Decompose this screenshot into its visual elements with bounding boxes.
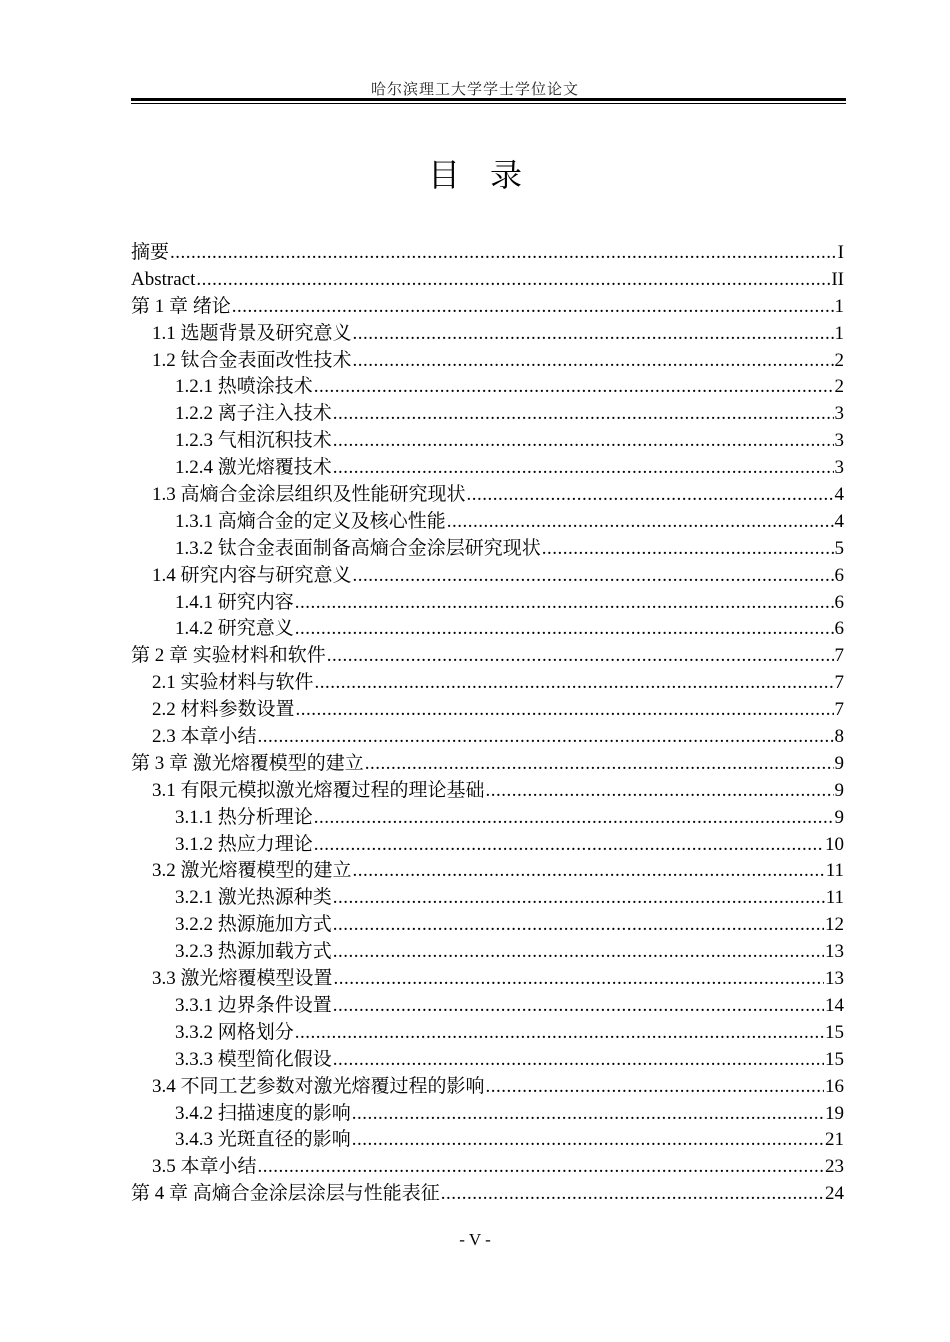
toc-dot-leader xyxy=(447,509,834,536)
toc-entry-page: 7 xyxy=(834,645,844,667)
toc-entry-label: 2.3 本章小结 xyxy=(152,726,257,748)
toc-entry-page: 9 xyxy=(834,806,844,828)
toc-entry-label: 1.3.2 钛合金表面制备高熵合金涂层研究现状 xyxy=(175,537,541,559)
toc-entry[interactable] xyxy=(131,832,844,859)
toc-entry-label: 1.3.1 高熵合金的定义及核心性能 xyxy=(175,510,446,532)
toc-entry-page: 3 xyxy=(834,430,844,452)
toc-entry[interactable] xyxy=(131,509,844,536)
toc-entry-page: 8 xyxy=(834,726,844,748)
toc-entry-page: 7 xyxy=(834,672,844,694)
toc-dot-leader xyxy=(353,858,825,885)
toc-entry-label: 3.3.1 边界条件设置 xyxy=(175,994,332,1016)
toc-entry-label: 第 1 章 绪论 xyxy=(131,295,231,317)
toc-entry-page: 12 xyxy=(825,914,844,936)
toc-entry-page: 7 xyxy=(834,699,844,721)
toc-entry-page: 11 xyxy=(825,860,844,882)
toc-dot-leader xyxy=(314,805,834,832)
toc-entry[interactable] xyxy=(131,1074,844,1101)
toc-entry[interactable] xyxy=(131,697,844,724)
toc-entry-label: 3.1.1 热分析理论 xyxy=(175,806,313,828)
toc-entry-page: 6 xyxy=(834,564,844,586)
toc-entry[interactable] xyxy=(131,374,844,401)
toc-entry-label: 3.3.2 网格划分 xyxy=(175,1021,294,1043)
page-number: - V - xyxy=(459,1230,491,1249)
toc-entry-label: 3.3 激光熔覆模型设置 xyxy=(152,968,333,990)
toc-dot-leader xyxy=(314,832,824,859)
toc-entry-page: 4 xyxy=(834,510,844,532)
toc-entry[interactable] xyxy=(131,455,844,482)
toc-entry[interactable] xyxy=(131,966,844,993)
toc-entry-page: 15 xyxy=(825,1021,844,1043)
toc-entry-page: 11 xyxy=(825,887,844,909)
toc-entry[interactable] xyxy=(131,428,844,455)
header-rule-thin xyxy=(131,103,846,104)
toc-dot-leader xyxy=(333,428,834,455)
toc-entry[interactable] xyxy=(131,724,844,751)
toc-dot-leader xyxy=(334,966,824,993)
toc-entry[interactable] xyxy=(131,616,844,643)
toc-dot-leader xyxy=(314,374,834,401)
toc-entry[interactable] xyxy=(131,401,844,428)
toc-entry-page: 13 xyxy=(825,941,844,963)
toc-entry-label: 1.4 研究内容与研究意义 xyxy=(152,564,352,586)
toc-entry-page: 2 xyxy=(834,376,844,398)
toc-entry-label: 第 2 章 实验材料和软件 xyxy=(131,645,326,667)
toc-entry-page: I xyxy=(837,242,844,263)
toc-dot-leader xyxy=(295,1020,824,1047)
toc-dot-leader xyxy=(352,1101,824,1128)
toc-entry-label: 1.2 钛合金表面改性技术 xyxy=(152,349,352,371)
toc-entry[interactable] xyxy=(131,858,844,885)
toc-entry-page: 1 xyxy=(834,295,844,317)
toc-entry-label: 1.2.3 气相沉积技术 xyxy=(175,430,332,452)
toc-entry[interactable] xyxy=(131,751,844,778)
toc-entry[interactable] xyxy=(131,240,844,267)
toc-entry[interactable] xyxy=(131,294,844,321)
toc-entry[interactable] xyxy=(131,643,844,670)
toc-entry-page: 14 xyxy=(825,994,844,1016)
toc-entry[interactable] xyxy=(131,912,844,939)
toc-entry-label: 1.3 高熵合金涂层组织及性能研究现状 xyxy=(152,484,466,506)
toc-dot-leader xyxy=(486,1074,824,1101)
toc-dot-leader xyxy=(333,1047,824,1074)
toc-dot-leader xyxy=(467,482,834,509)
toc-entry-label: 第 4 章 高熵合金涂层涂层与性能表征 xyxy=(131,1183,440,1205)
toc-entry-label: 1.4.1 研究内容 xyxy=(175,591,294,613)
toc-entry-label: 3.2.2 热源施加方式 xyxy=(175,914,332,936)
toc-dot-leader xyxy=(542,536,834,563)
toc-entry-label: 3.4.2 扫描速度的影响 xyxy=(175,1102,351,1124)
toc-entry[interactable] xyxy=(131,1101,844,1128)
toc-entry-label: 3.1.2 热应力理论 xyxy=(175,833,313,855)
toc-entry-label: 3.3.3 模型简化假设 xyxy=(175,1048,332,1070)
toc-dot-leader xyxy=(333,993,824,1020)
toc-entry[interactable] xyxy=(131,885,844,912)
toc-entry-page: 19 xyxy=(825,1102,844,1124)
toc-entry-page: 21 xyxy=(825,1129,844,1151)
toc-dot-leader xyxy=(315,670,834,697)
toc-dot-leader xyxy=(258,1154,824,1181)
toc-entry-page: 2 xyxy=(834,349,844,371)
toc-dot-leader xyxy=(352,1127,824,1154)
toc-entry-label: 3.2 激光熔覆模型的建立 xyxy=(152,860,352,882)
toc-entry-page: 23 xyxy=(825,1156,844,1178)
toc-entry[interactable] xyxy=(131,939,844,966)
toc-dot-leader xyxy=(295,590,834,617)
toc-entry[interactable] xyxy=(131,348,844,375)
toc-entry-page: 24 xyxy=(825,1183,844,1205)
toc-dot-leader xyxy=(353,563,834,590)
toc-dot-leader xyxy=(232,294,834,321)
toc-entry[interactable] xyxy=(131,482,844,509)
toc-entry-label: 1.2.4 激光熔覆技术 xyxy=(175,457,332,479)
toc-entry-label: 2.1 实验材料与软件 xyxy=(152,672,314,694)
toc-entry[interactable] xyxy=(131,670,844,697)
toc-dot-leader xyxy=(486,778,834,805)
toc-entry-label: 第 3 章 激光熔覆模型的建立 xyxy=(131,752,364,774)
toc-entry-label: 1.4.2 研究意义 xyxy=(175,618,294,640)
toc-entry-page: 15 xyxy=(825,1048,844,1070)
toc-entry[interactable] xyxy=(131,536,844,563)
toc-entry-page: 9 xyxy=(834,779,844,801)
toc-entry-label: 1.2.2 离子注入技术 xyxy=(175,403,332,425)
toc-entry-page: 9 xyxy=(834,752,844,774)
table-of-contents xyxy=(131,240,844,1208)
toc-dot-leader xyxy=(333,939,824,966)
toc-dot-leader xyxy=(333,912,824,939)
toc-entry-label: 3.2.1 激光热源种类 xyxy=(175,887,332,909)
toc-entry-label: Abstract xyxy=(131,268,196,290)
toc-entry-label: 3.2.3 热源加载方式 xyxy=(175,941,332,963)
toc-entry-label: 3.5 本章小结 xyxy=(152,1156,257,1178)
toc-entry-page: 6 xyxy=(834,591,844,613)
toc-title: 目录 xyxy=(427,156,552,194)
toc-dot-leader xyxy=(258,724,834,751)
toc-entry-label: 摘要 xyxy=(131,242,170,263)
toc-dot-leader xyxy=(333,885,825,912)
toc-dot-leader xyxy=(327,643,834,670)
header-rule-thick xyxy=(131,98,846,101)
toc-entry[interactable] xyxy=(131,1020,844,1047)
toc-dot-leader xyxy=(170,240,837,267)
toc-entry-page: 1 xyxy=(834,322,844,344)
toc-entry[interactable] xyxy=(131,563,844,590)
running-header: 哈尔滨理工大学学士学位论文 xyxy=(370,82,579,98)
toc-entry-label: 1.1 选题背景及研究意义 xyxy=(152,322,352,344)
toc-dot-leader xyxy=(353,321,834,348)
toc-entry-label: 3.1 有限元模拟激光熔覆过程的理论基础 xyxy=(152,779,485,801)
toc-dot-leader xyxy=(353,348,834,375)
toc-dot-leader xyxy=(196,267,830,294)
toc-entry-page: 16 xyxy=(825,1075,844,1097)
toc-dot-leader xyxy=(295,616,834,643)
toc-entry[interactable] xyxy=(131,993,844,1020)
toc-entry[interactable] xyxy=(131,1127,844,1154)
toc-entry-label: 1.2.1 热喷涂技术 xyxy=(175,376,313,398)
toc-entry[interactable] xyxy=(131,321,844,348)
toc-entry[interactable] xyxy=(131,1154,844,1181)
toc-entry[interactable] xyxy=(131,778,844,805)
toc-entry[interactable] xyxy=(131,590,844,617)
toc-entry[interactable] xyxy=(131,1181,844,1208)
toc-entry-page: 5 xyxy=(834,537,844,559)
toc-entry-label: 3.4 不同工艺参数对激光熔覆过程的影响 xyxy=(152,1075,485,1097)
toc-entry[interactable] xyxy=(131,1047,844,1074)
toc-entry-page: 10 xyxy=(825,833,844,855)
toc-entry-page: 3 xyxy=(834,403,844,425)
toc-entry[interactable] xyxy=(131,805,844,832)
toc-entry-label: 3.4.3 光斑直径的影响 xyxy=(175,1129,351,1151)
toc-entry-page: 3 xyxy=(834,457,844,479)
toc-entry[interactable] xyxy=(131,267,844,294)
toc-entry-page: 13 xyxy=(825,968,844,990)
toc-dot-leader xyxy=(333,401,834,428)
toc-entry-page: 6 xyxy=(834,618,844,640)
toc-dot-leader xyxy=(296,697,834,724)
toc-dot-leader xyxy=(365,751,834,778)
toc-dot-leader xyxy=(441,1181,824,1208)
toc-dot-leader xyxy=(333,455,834,482)
toc-entry-page: II xyxy=(831,268,844,290)
toc-entry-page: 4 xyxy=(834,484,844,506)
toc-entry-label: 2.2 材料参数设置 xyxy=(152,699,295,721)
